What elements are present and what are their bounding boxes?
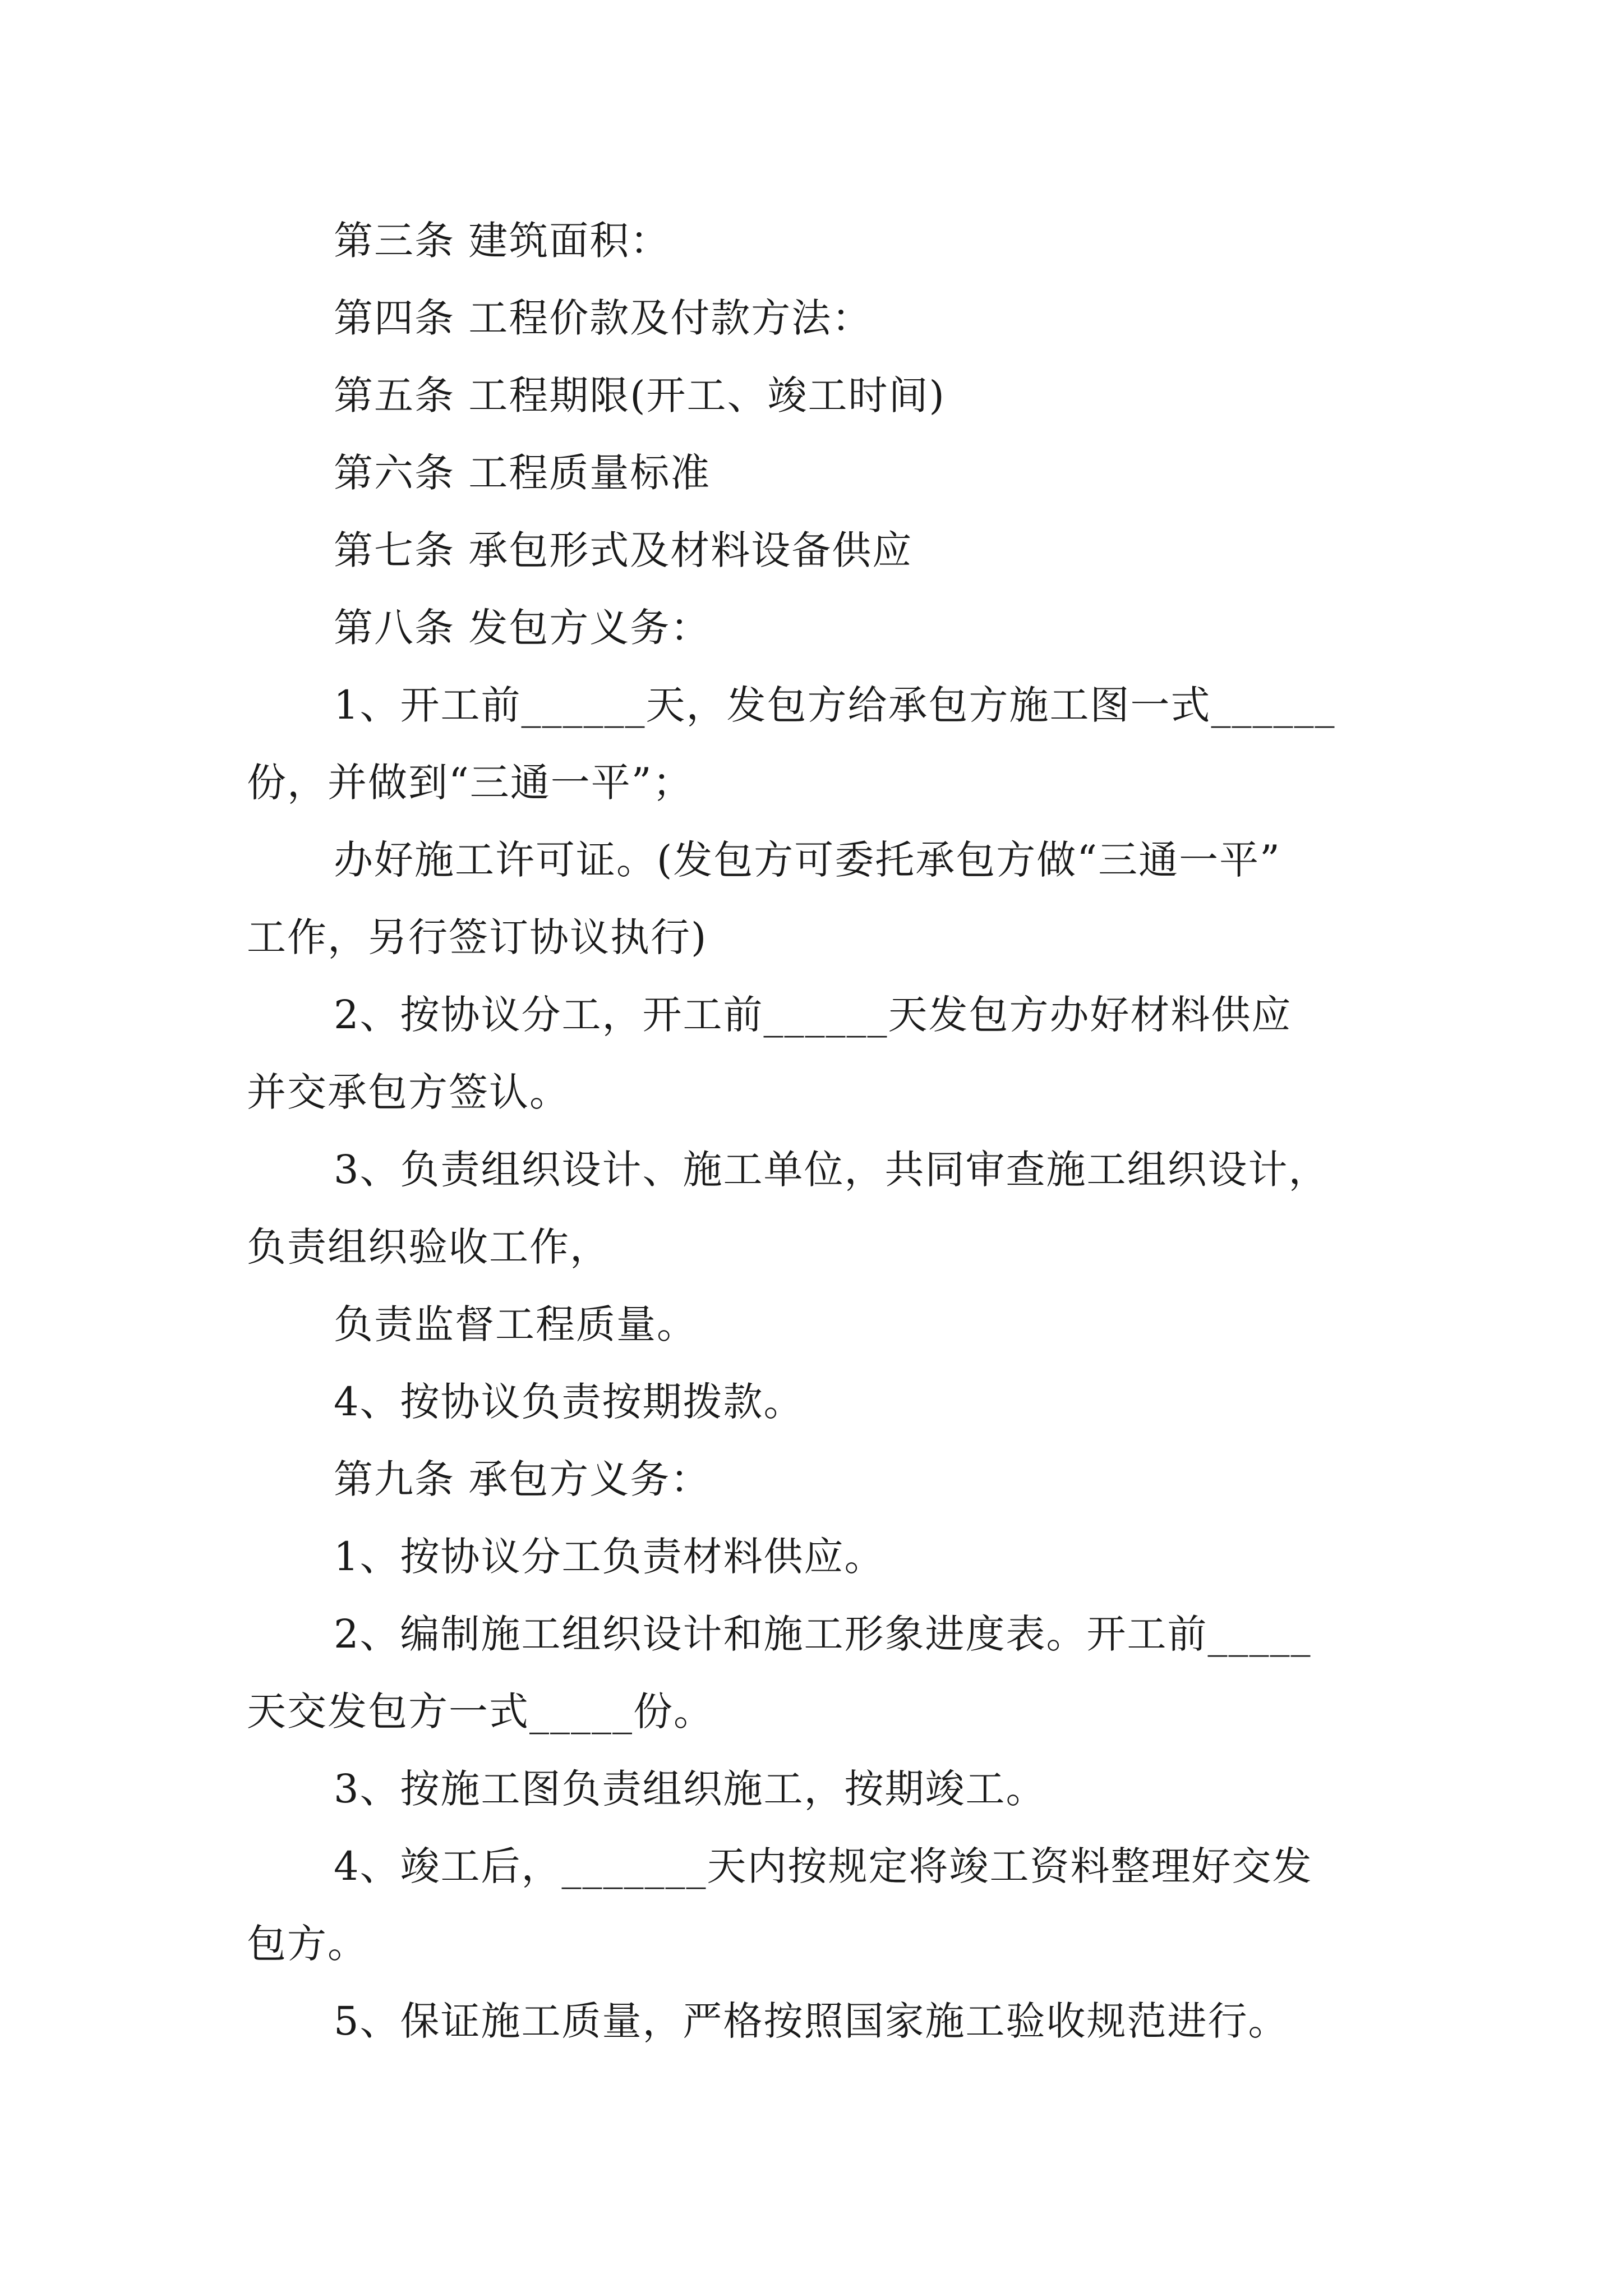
article-9-heading: 第九条 承包方义务： (334, 1456, 711, 1502)
text-line: 并交承包方签认。 (247, 1069, 570, 1115)
document-body (247, 202, 1374, 2060)
text-line: 4、竣工后，_______天内按规定将竣工资料整理好交发 (334, 1843, 1313, 1889)
article-3-heading: 第三条 建筑面积： (334, 218, 671, 264)
text-line: 4、按协议负责按期拨款。 (334, 1379, 804, 1425)
text-line: 天交发包方一式_____份。 (247, 1688, 714, 1734)
text-line: 负责组织验收工作， (247, 1224, 610, 1270)
text-line: 5、保证施工质量，严格按照国家施工验收规范进行。 (334, 1998, 1289, 2044)
article-7-heading: 第七条 承包形式及材料设备供应 (334, 527, 913, 573)
article-8-heading: 第八条 发包方义务： (334, 605, 711, 651)
text-line: 1、开工前______天，发包方给承包方施工图一式______ (334, 682, 1336, 728)
text-line: 1、按协议分工负责材料供应。 (334, 1534, 885, 1580)
article-5-heading: 第五条 工程期限(开工、竣工时间) (334, 372, 946, 418)
text-line: 工作，另行签订协议执行) (247, 914, 708, 960)
text-line: 3、按施工图负责组织施工，按期竣工。 (334, 1766, 1046, 1812)
text-line: 份，并做到“三通一平”； (247, 760, 693, 806)
text-line: 2、按协议分工，开工前______天发包方办好材料供应 (334, 992, 1292, 1038)
text-line: 负责监督工程质量。 (334, 1301, 697, 1347)
text-line: 办好施工许可证。(发包方可委托承包方做“三通一平” (334, 837, 1281, 883)
text-line: 2、编制施工组织设计和施工形象进度表。开工前_____ (334, 1611, 1312, 1657)
text-line: 包方。 (247, 1921, 368, 1967)
text-line: 3、负责组织设计、施工单位，共同审查施工组织设计， (334, 1147, 1329, 1193)
article-6-heading: 第六条 工程质量标准 (334, 450, 711, 496)
article-4-heading: 第四条 工程价款及付款方法： (334, 295, 873, 341)
